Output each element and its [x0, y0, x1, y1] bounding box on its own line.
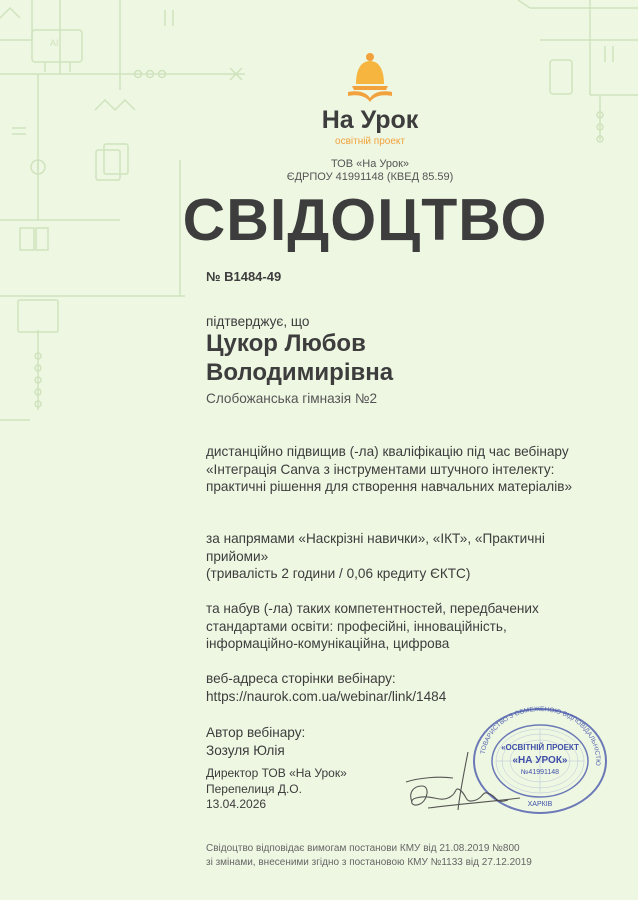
- organization-code: ЄДРПОУ 41991148 (КВЕД 85.59): [286, 171, 454, 183]
- certificate-number: № B1484-49: [206, 269, 282, 284]
- director-signature: [398, 742, 528, 817]
- qualification-paragraph: дистанційно підвищив (-ла) кваліфікацію під час вебінару «Інтеграція Canva з інструментами штучного інтелекту: практичні рішення для створення навчальних матеріалів»: [206, 444, 573, 494]
- recipient-name-line2: Володимирівна: [206, 359, 394, 386]
- author-label: Автор вебінару:: [206, 725, 306, 740]
- confirm-text: підтверджує, що: [206, 314, 310, 329]
- stamp-city: ХАРКІВ: [527, 801, 553, 808]
- directions-paragraph: [206, 530, 576, 583]
- author-block: [206, 724, 305, 759]
- certificate-title: СВІДОЦТВО: [182, 187, 548, 253]
- organization-info: [51, 158, 638, 184]
- author-name: Зозуля Юлія: [206, 742, 285, 758]
- logo-subtitle: освітній проект: [335, 136, 405, 147]
- recipient-name: [206, 329, 393, 387]
- director-label: Директор ТОВ «На Урок»: [206, 766, 347, 780]
- directions-text: за напрямами «Наскрізні навички», «ІКТ», «Практичні прийоми»: [206, 531, 545, 564]
- webinar-link-block: [206, 670, 576, 705]
- stamp-line2: «НА УРОК»: [512, 755, 568, 766]
- duration-text: (тривалість 2 години / 0,06 кредиту ЄКТС): [206, 566, 471, 581]
- stamp-line1: «ОСВІТНІЙ ПРОЕКТ: [501, 743, 579, 752]
- stamp-line3: №41991148: [520, 769, 560, 776]
- svg-text:AI: AI: [50, 38, 59, 48]
- competencies-paragraph: та набув (-ла) таких компетентностей, передбачених стандартами освіти: професійні, інноваційність, інформаційно-комунікаційна, цифрова: [206, 601, 539, 651]
- logo-title: На Урок: [321, 106, 419, 134]
- bell-book-icon: [340, 52, 400, 104]
- webinar-link[interactable]: https://naurok.com.ua/webinar/link/1484: [206, 688, 447, 704]
- legal-footer: [206, 842, 532, 869]
- director-name: Перепелиця Д.О.: [206, 781, 302, 796]
- stamp-ring-text: ТОВАРИСТВО З ОБМЕЖЕНОЮ ВІДПОВІДАЛЬНІСТЮ: [479, 706, 602, 766]
- recipient-name-line1: Цукор Любов: [206, 330, 366, 357]
- organization-name: ТОВ «На Урок»: [330, 158, 410, 170]
- recipient-school: Слобожанська гімназія №2: [206, 391, 378, 406]
- footer-line2: зі змінами, внесеними згідно з постановою КМУ №1133 від 27.12.2019: [206, 856, 532, 868]
- webinar-link-label: веб-адреса сторінки вебінару:: [206, 671, 396, 686]
- director-block: [206, 766, 347, 813]
- footer-line1: Свідоцтво відповідає вимогам постанови КМУ від 21.08.2019 №800: [206, 843, 520, 854]
- issue-date: 13.04.2026: [206, 797, 267, 811]
